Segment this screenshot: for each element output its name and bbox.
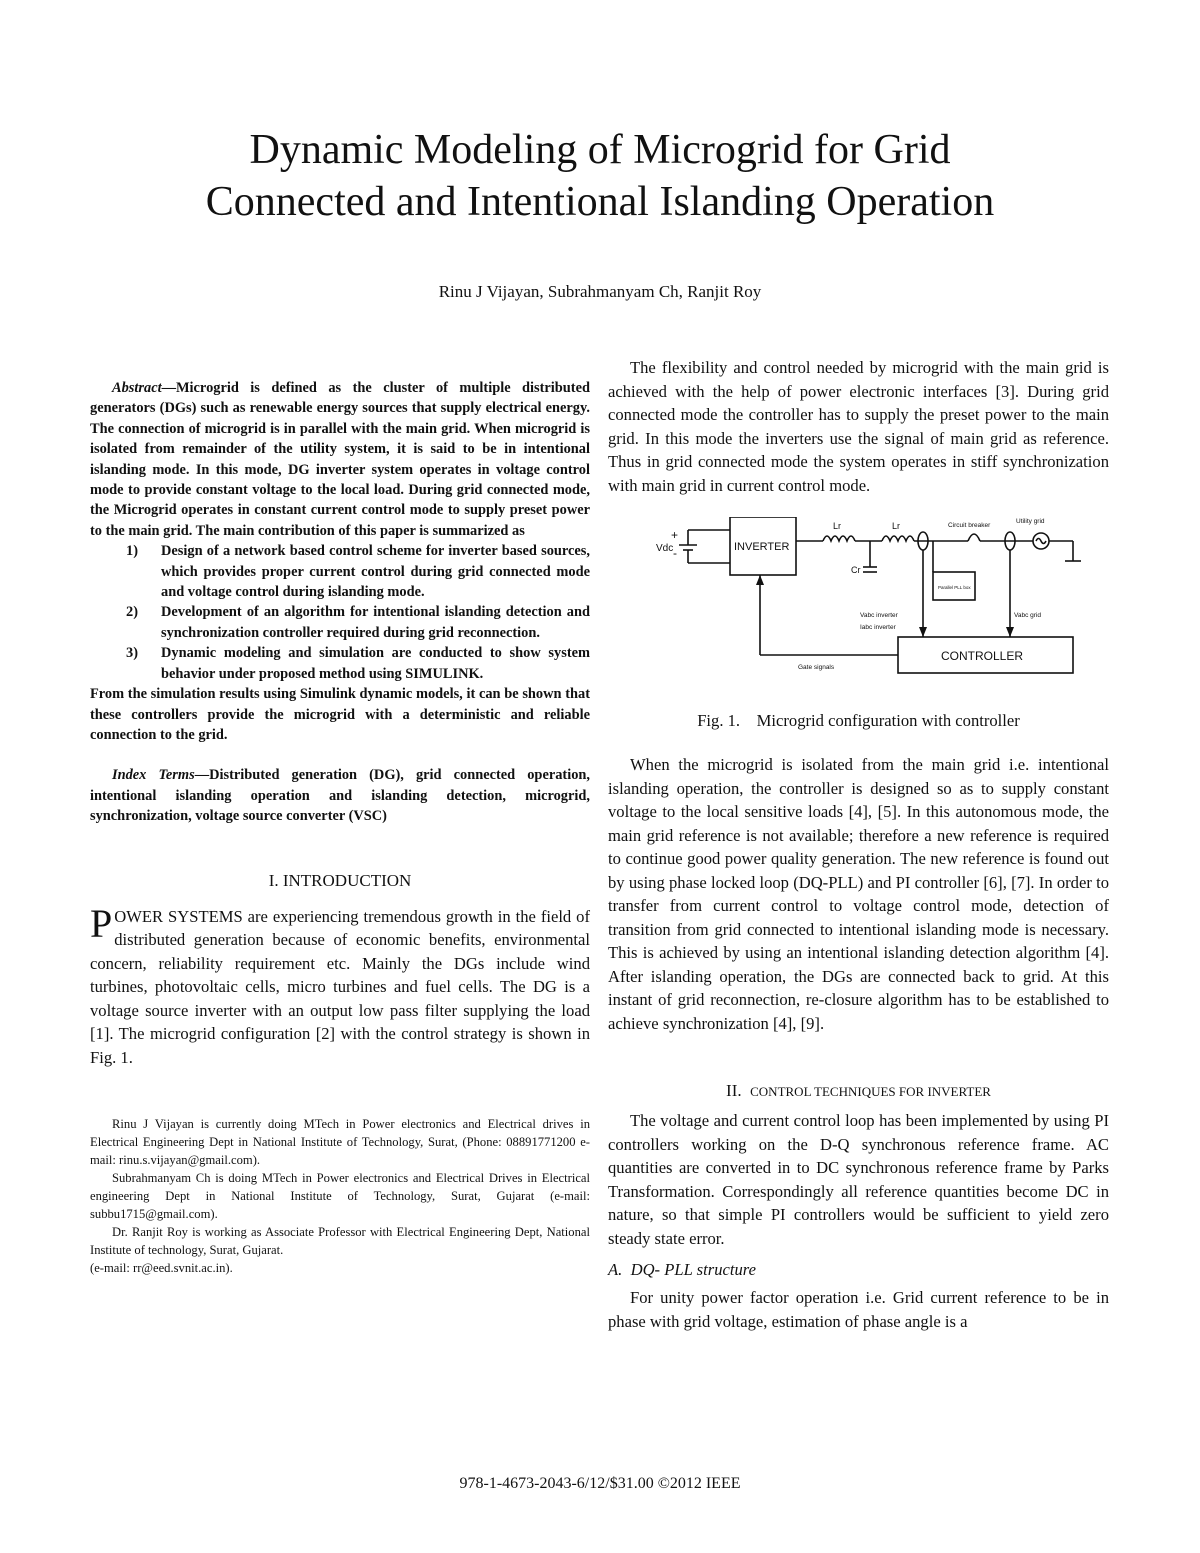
abstract-label: Abstract bbox=[112, 380, 162, 396]
inverter-label: INVERTER bbox=[734, 541, 790, 553]
gate-signal-arrow bbox=[756, 575, 764, 585]
section-2-title: CONTROL TECHNIQUES FOR INVERTER bbox=[750, 1084, 991, 1099]
section-1-text bbox=[90, 900, 590, 1070]
lr1-label: Lr bbox=[833, 521, 842, 531]
minus-label: - bbox=[673, 546, 677, 560]
list-item bbox=[90, 541, 590, 602]
list-item-number: 1) bbox=[126, 543, 138, 560]
footnote: Subrahmanyam Ch is doing MTech in Power electronics and Electrical Drives in Electrical engineering Dept in National Institute of Technology, Surat, Gujarat (e-mail: subbu1715@gmail.com). bbox=[90, 1171, 590, 1222]
authors: Rinu J Vijayan, Subrahmanyam Ch, Ranjit Roy bbox=[438, 282, 762, 301]
contribution-list bbox=[90, 541, 590, 684]
list-item bbox=[90, 602, 590, 643]
intro-paragraph: The flexibility and control needed by microgrid with the main grid is achieved with the help of power electronic interfaces [3]. During grid connected mode the controller has to supply the preset power to the main grid. In this mode the inverters use the signal of main grid as reference. Thus in grid connected mode the system operates in stiff synchronization with main grid in current control mode. bbox=[608, 358, 1109, 495]
abstract bbox=[90, 378, 590, 541]
footnote: (e-mail: rr@eed.svnit.ac.in). bbox=[90, 1261, 233, 1276]
title-line-1: Dynamic Modeling of Microgrid for Grid bbox=[249, 127, 951, 173]
gate-signals-label: Gate signals bbox=[798, 664, 835, 671]
section-2-text: The voltage and current control loop has been implemented by using PI controllers working on the D-Q synchronous reference frame. AC quantities are converted in to DC synchronous reference frame by Parks Transformation. Correspondingly all reference quantities become DC in nature, so that simple PI controllers would be sufficient to yield zero steady state error. bbox=[608, 1111, 1109, 1248]
index-terms-dash: — bbox=[194, 767, 210, 784]
sine-symbol bbox=[1036, 539, 1046, 544]
figure-caption: Fig. 1. Microgrid configuration with controller bbox=[697, 711, 1020, 730]
vdc-label: Vdc bbox=[656, 543, 674, 554]
footnote: Dr. Ranjit Roy is working as Associate Professor with Electrical Engineering Dept, National Institute of technology, Surat, Gujarat. bbox=[90, 1225, 590, 1258]
vabc-grid-label: Vabc grid bbox=[1014, 612, 1041, 619]
circuit-breaker-symbol bbox=[968, 534, 980, 541]
title-line-2: Connected and Intentional Islanding Operation bbox=[205, 179, 995, 225]
section-1-heading: I. INTRODUCTION bbox=[268, 870, 412, 890]
inductor-lr1 bbox=[823, 536, 855, 541]
section-1-body: are experiencing tremendous growth in the field of distributed generation because of economic benefits, environmental concern, reliability requirement etc. Mainly the DGs include wind turbines, photovoltaic cells, micro turbines and fuel cells. The DG is a voltage source inverter with an output low pass filter supplying the load [1]. The microgrid configuration [2] with the control strategy is shown in Fig. 1. bbox=[90, 906, 590, 1067]
left-column bbox=[90, 378, 590, 1277]
list-item-number: 2) bbox=[126, 604, 138, 621]
section-2-heading bbox=[608, 1081, 1109, 1101]
vabc-inverter-label: Vabc inverter bbox=[860, 612, 898, 619]
index-terms-text: Distributed generation (DG), grid connected operation, intentional islanding operation and islanding detection, microgrid, synchronization, voltage source converter (VSC) bbox=[90, 767, 590, 825]
breaker-label: Circuit breaker bbox=[948, 522, 991, 529]
list-item-text: Design of a network based control scheme for inverter based sources, which provides proper current control during grid connected mode and voltage control during islanding mode. bbox=[161, 543, 590, 601]
abstract-text: Microgrid is defined as the cluster of multiple distributed generators (DGs) such as renewable energy sources that supply electrical energy. The connection of microgrid is in parallel with the main grid. When microgrid is isolated from remainder of the utility system, it is said to be in intentional islanding mode. In this mode, DG inverter system operates in voltage control mode to provide constant voltage to the local load. During grid connected mode, the Microgrid operates in constant current control mode to supply preset power to the main grid. The main contribution of this paper is summarized as bbox=[90, 380, 590, 539]
section-2-number: II. bbox=[726, 1081, 742, 1100]
lr2-label: Lr bbox=[892, 521, 901, 531]
cr-label: Cr bbox=[851, 565, 861, 575]
measurement-arrow bbox=[1006, 627, 1014, 637]
list-item bbox=[90, 643, 590, 684]
plus-label: + bbox=[671, 528, 679, 542]
author-footnotes bbox=[90, 1115, 590, 1277]
list-item-number: 3) bbox=[126, 645, 138, 662]
right-column bbox=[608, 356, 1109, 1333]
iabc-inverter-label: Iabc inverter bbox=[860, 624, 896, 631]
utility-grid-label: Utility grid bbox=[1016, 518, 1045, 525]
subsection-a-text: For unity power factor operation i.e. Grid current reference to be in phase with grid voltage, estimation of phase angle is a bbox=[608, 1288, 1109, 1331]
index-terms bbox=[90, 765, 590, 826]
list-item-text: Development of an algorithm for intentional islanding detection and synchronization controller required during grid reconnection. bbox=[161, 604, 590, 641]
paper-title bbox=[100, 124, 1100, 228]
controller-label: CONTROLLER bbox=[941, 649, 1024, 663]
subsection-a-heading: A. DQ- PLL structure bbox=[608, 1260, 756, 1279]
drop-cap: P bbox=[90, 900, 113, 946]
list-item-text: Dynamic modeling and simulation are conducted to show system behavior under proposed method using SIMULINK. bbox=[161, 645, 590, 682]
footnote: Rinu J Vijayan is currently doing MTech in Power electronics and Electrical drives in Electrical Engineering Dept in National Institute of Technology, Surat, (Phone: 08891771200 e-mail: rinu.s.vijayan@gmail.com). bbox=[90, 1117, 590, 1168]
measurement-arrow bbox=[919, 627, 927, 637]
abstract-closing: From the simulation results using Simulink dynamic models, it can be shown that these controllers provide the microgrid with a deterministic and reliable connection to the grid. bbox=[90, 686, 590, 743]
copyright-footer: 978-1-4673-2043-6/12/$31.00 ©2012 IEEE bbox=[459, 1475, 741, 1492]
inductor-lr2 bbox=[882, 536, 914, 541]
abstract-dash: — bbox=[161, 380, 176, 396]
index-terms-label: Index Terms bbox=[112, 767, 195, 784]
pll-label: Parallel PLL box bbox=[938, 585, 971, 590]
islanding-paragraph: When the microgrid is isolated from the main grid i.e. intentional islanding operation, the controller is designed so as to supply constant voltage to the local sensitive loads [4], [5]. In this autonomous mode, the main grid reference is not available; therefore a new reference is required to continue good power quality generation. The new reference is found out by using phase locked loop (DQ-PLL) and PI controller [6], [7]. In order to transfer from current control to voltage control mode, detection of transition from grid connected to intentional islanding mode is necessary. This is achieved by using an intentional islanding detection algorithm [4]. After islanding operation, the DGs are connected back to grid. At this instant of grid reconnection, re-closure algorithm has to be established to achieve synchronization [4], [9]. bbox=[608, 755, 1109, 1033]
figure-microgrid-diagram bbox=[608, 517, 1109, 697]
section-1-lead: OWER SYSTEMS bbox=[114, 906, 243, 926]
